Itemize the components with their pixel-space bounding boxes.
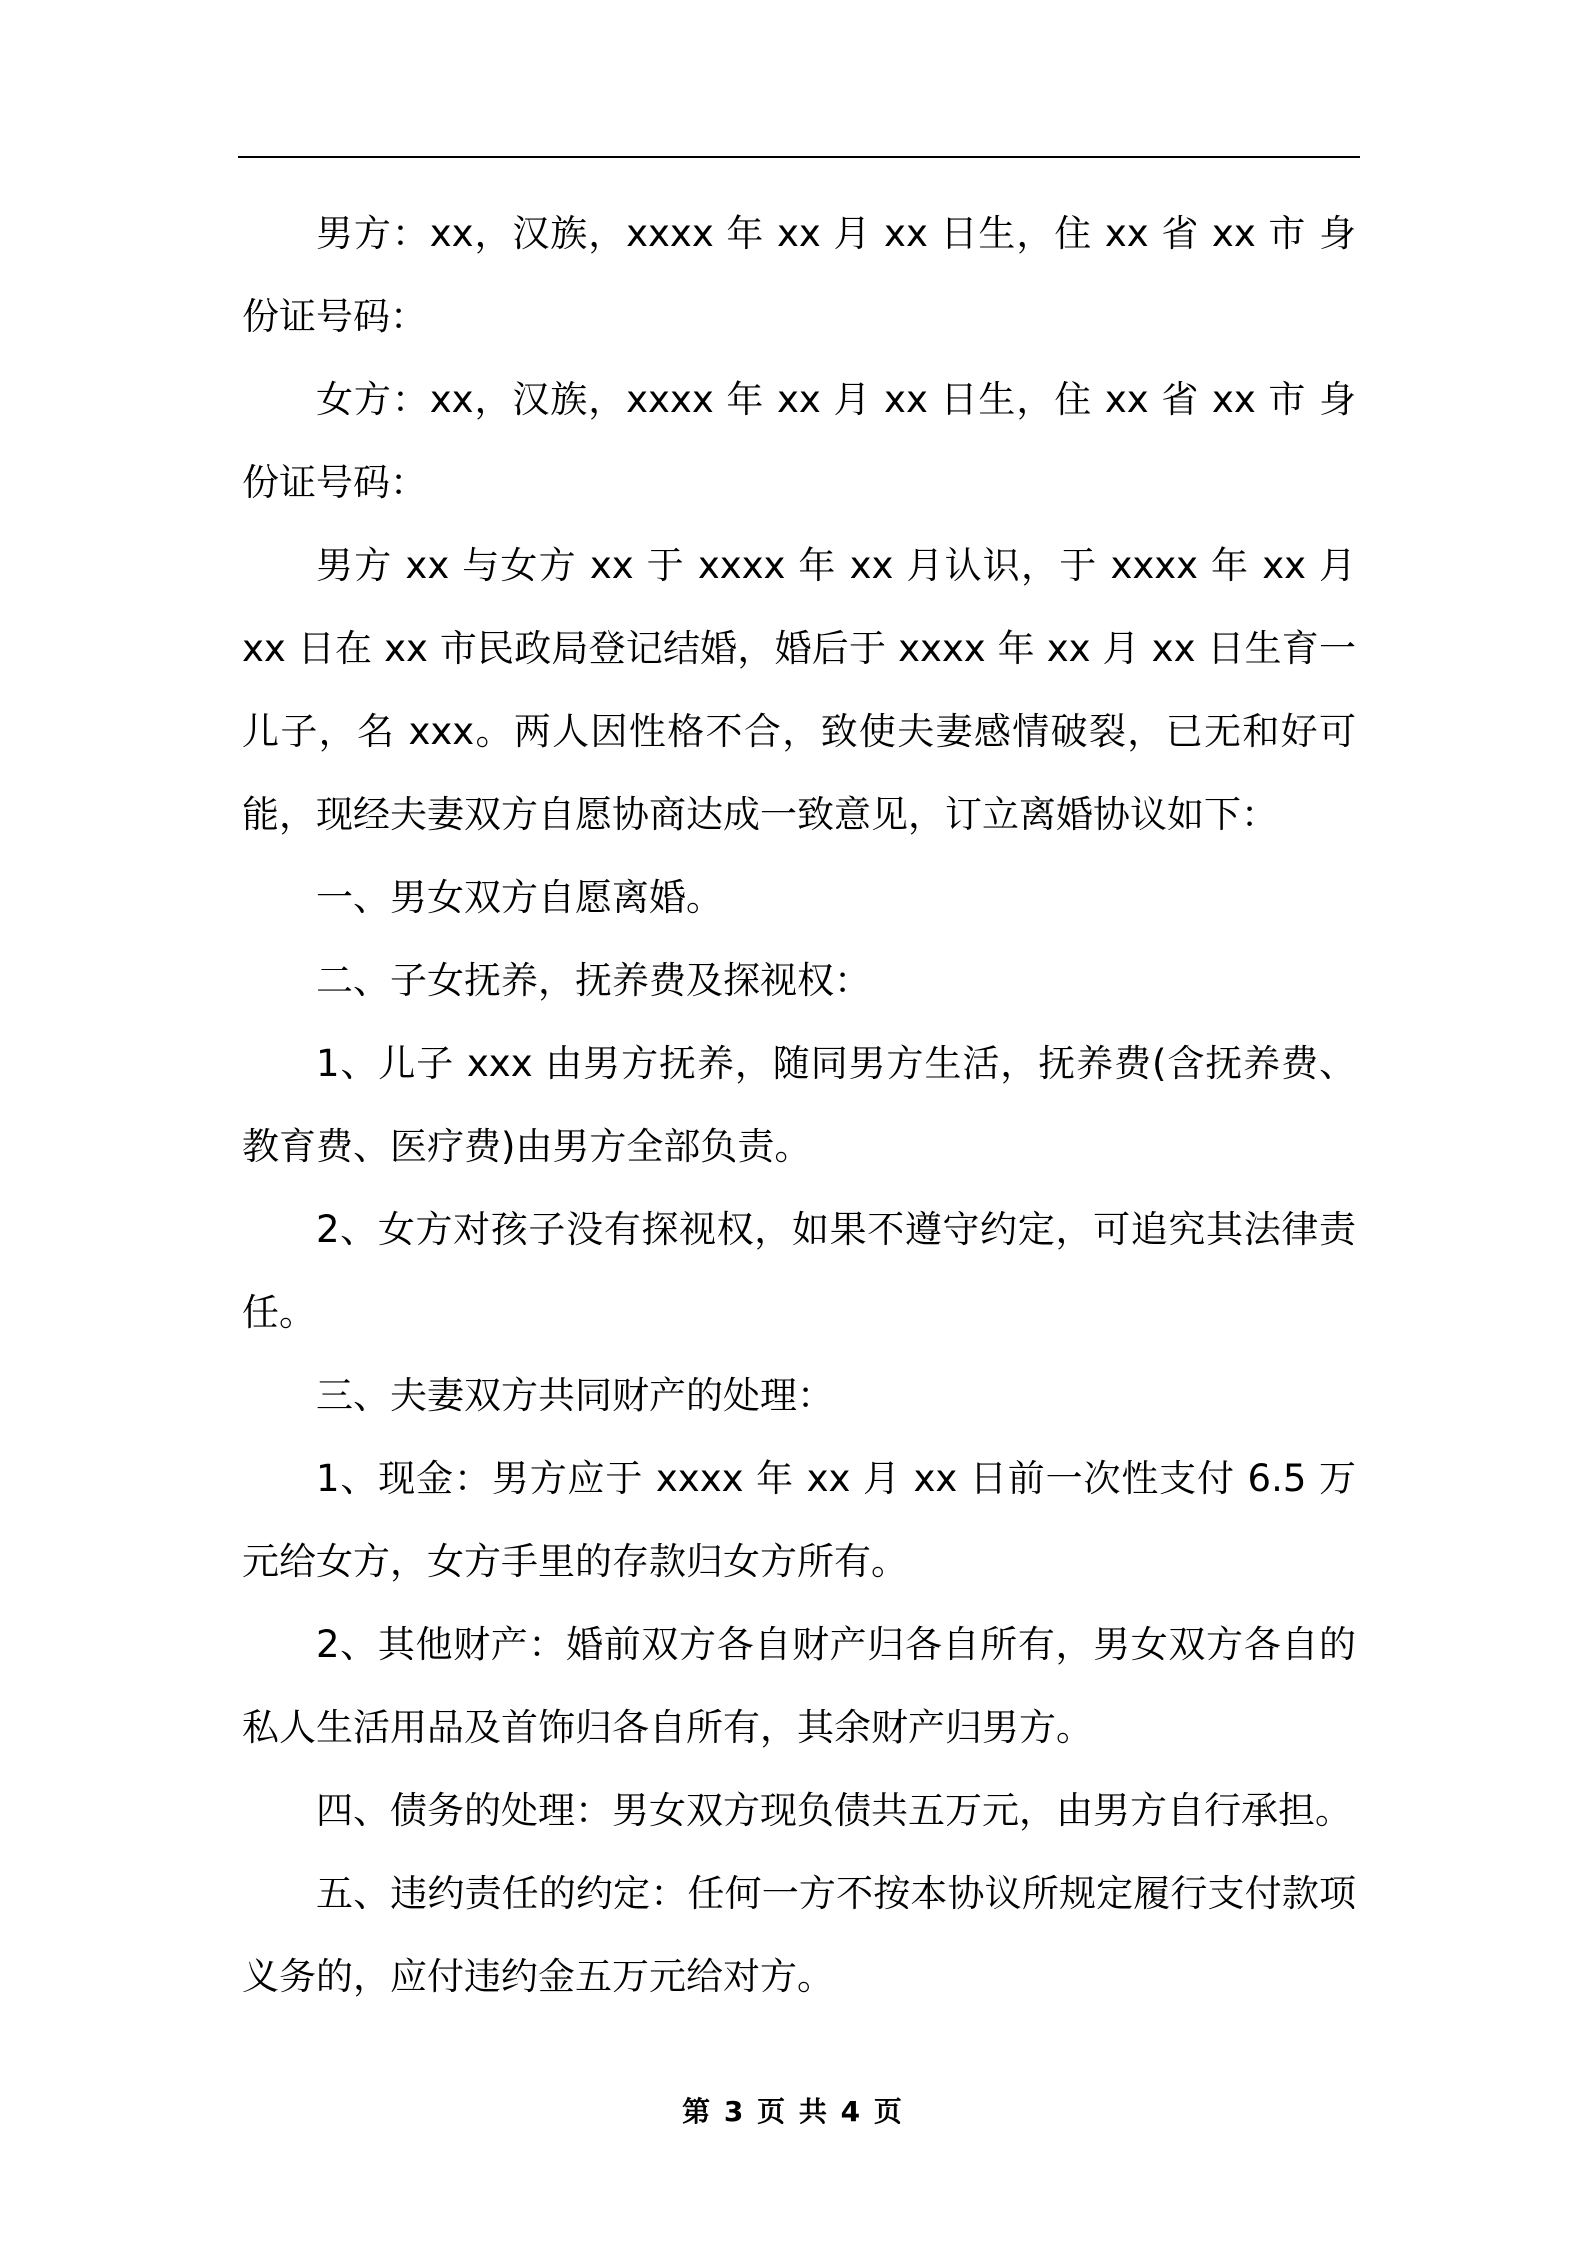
header-rule	[238, 156, 1360, 158]
paragraph-clause-3-1: 1、现金：男方应于 xxxx 年 xx 月 xx 日前一次性支付 6.5 万元给女方，女方手里的存款归女方所有。	[242, 1457, 1356, 1583]
document-body	[242, 192, 1356, 2018]
paragraph-clause-2-1: 1、儿子 xxx 由男方抚养，随同男方生活，抚养费(含抚养费、教育费、医疗费)由男方全部负责。	[242, 1042, 1356, 1168]
paragraph-clause-2: 二、子女抚养，抚养费及探视权：	[316, 959, 871, 1002]
paragraph-background: 男方 xx 与女方 xx 于 xxxx 年 xx 月认识，于 xxxx 年 xx 月 xx 日在 xx 市民政局登记结婚，婚后于 xxxx 年 xx 月 xx 日生育一儿子，名 xxx。两人因性格不合，致使夫妻感情破裂，已无和好可能，现经夫妻双方自愿协商达成一致意见，订立离婚协议如下：	[242, 544, 1356, 836]
page-number: 第 3 页 共 4 页	[682, 2095, 904, 2128]
paragraph-clause-1: 一、男女双方自愿离婚。	[316, 876, 723, 919]
paragraph-clause-3: 三、夫妻双方共同财产的处理：	[316, 1374, 834, 1417]
paragraph-clause-2-2: 2、女方对孩子没有探视权，如果不遵守约定，可追究其法律责任。	[242, 1208, 1356, 1334]
paragraph-female-party: 女方：xx，汉族，xxxx 年 xx 月 xx 日生，住 xx 省 xx 市 身份证号码：	[242, 378, 1356, 504]
paragraph-clause-5: 五、违约责任的约定：任何一方不按本协议所规定履行支付款项义务的，应付违约金五万元给对方。	[242, 1872, 1356, 1998]
paragraph-clause-4: 四、债务的处理：男女双方现负债共五万元，由男方自行承担。	[316, 1789, 1352, 1832]
paragraph-clause-3-2: 2、其他财产：婚前双方各自财产归各自所有，男女双方各自的私人生活用品及首饰归各自所有，其余财产归男方。	[242, 1623, 1356, 1749]
paragraph-male-party: 男方：xx，汉族，xxxx 年 xx 月 xx 日生，住 xx 省 xx 市 身份证号码：	[242, 212, 1356, 338]
